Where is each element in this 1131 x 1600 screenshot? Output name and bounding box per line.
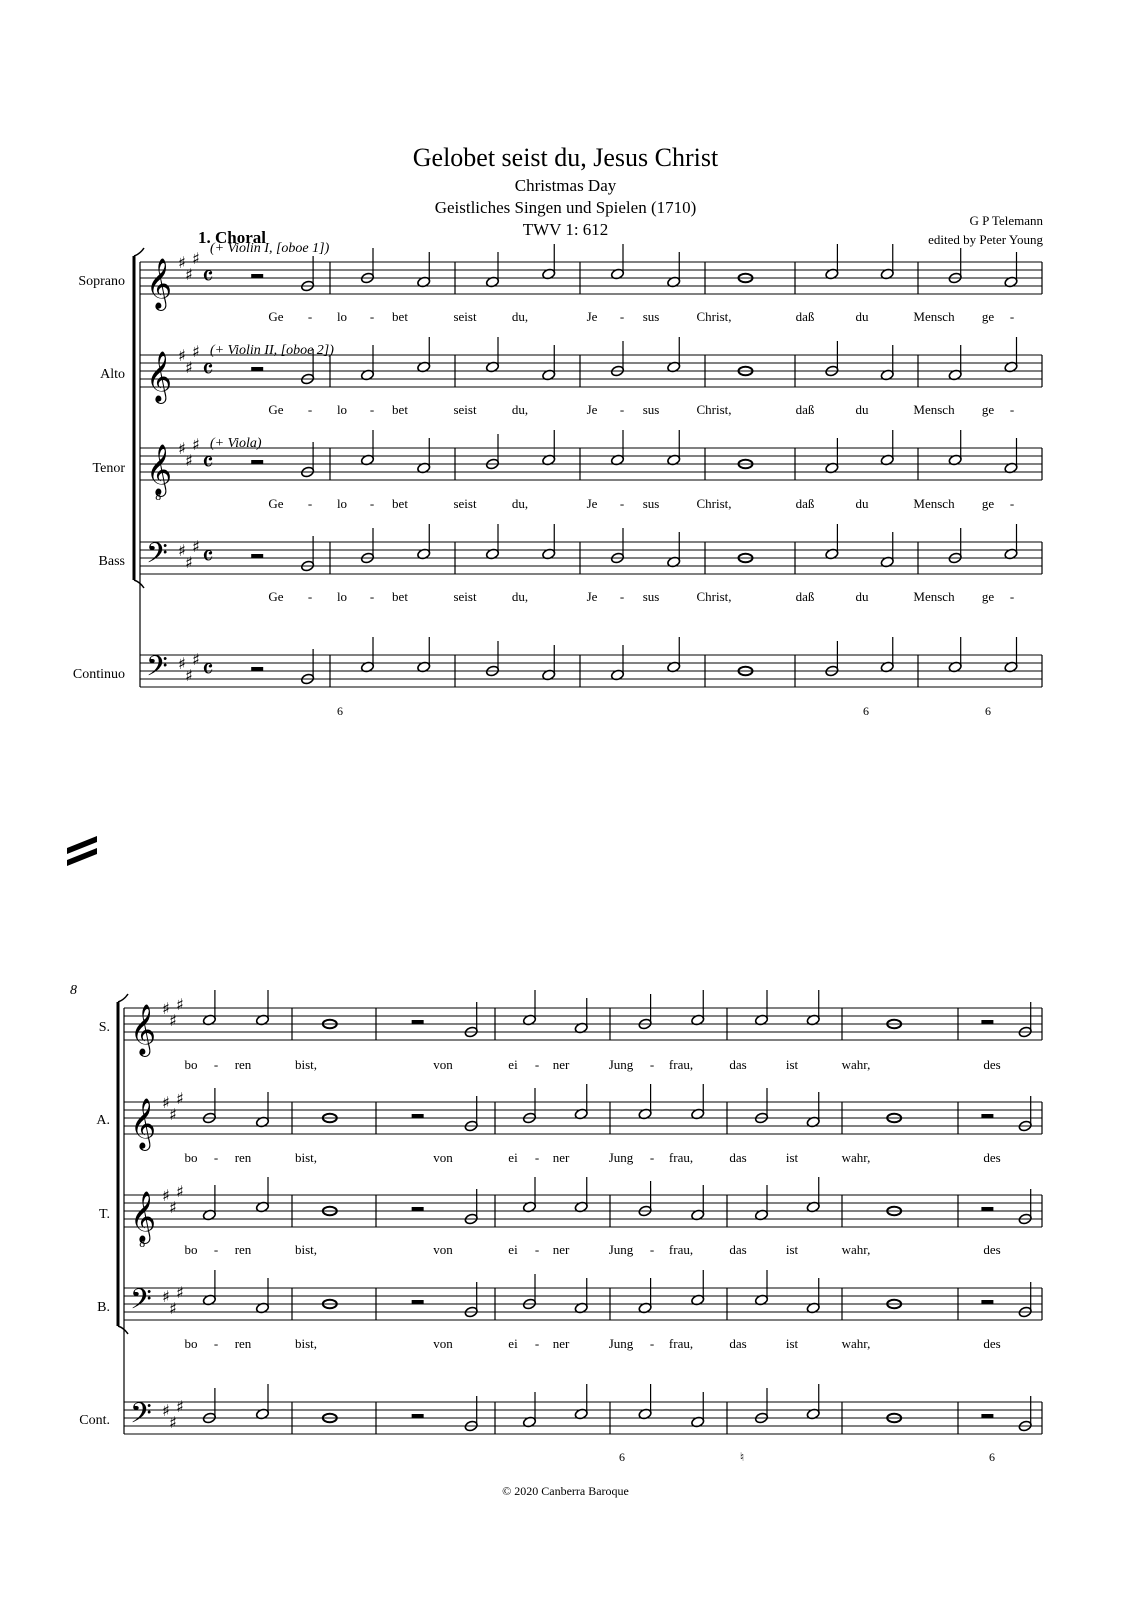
lyric-syllable: - xyxy=(619,496,625,511)
lyric-syllable: bo xyxy=(184,1150,198,1165)
lyric-syllable: bet xyxy=(392,589,408,604)
common-time-icon: 𝄴 xyxy=(202,262,214,292)
lyric-syllable: Je xyxy=(586,589,598,604)
instrument-note-alto: (+ Violin II, [oboe 2]) xyxy=(210,343,334,358)
measure-number: 8 xyxy=(70,983,77,998)
voice-name: Alto xyxy=(100,367,125,382)
bracket-hook xyxy=(134,248,144,256)
half-rest xyxy=(981,1414,993,1418)
lyric-syllable: - xyxy=(1009,496,1015,511)
lyric-syllable: von xyxy=(433,1057,453,1072)
lyric-syllable: du xyxy=(855,496,869,511)
figure: 6 xyxy=(989,1450,995,1464)
lyric-syllable: des xyxy=(983,1242,1001,1257)
lyric-syllable: von xyxy=(433,1150,453,1165)
lyric-syllable: ner xyxy=(552,1057,570,1072)
lyric-syllable: bet xyxy=(392,402,408,417)
sharp-icon: ♯ xyxy=(162,999,170,1018)
bass-clef-icon: 𝄢 xyxy=(146,537,168,577)
voice-name: Tenor xyxy=(92,461,125,476)
lyric-syllable: - xyxy=(213,1336,219,1351)
lyric-syllable: ei xyxy=(508,1057,518,1072)
treble-clef-icon: 𝄞 xyxy=(130,1098,157,1149)
half-rest xyxy=(251,274,263,278)
half-rest xyxy=(981,1207,993,1211)
lyric-syllable: - xyxy=(307,402,313,417)
lyric-syllable: das xyxy=(729,1336,747,1351)
lyric-syllable: bet xyxy=(392,309,408,324)
lyric-syllable: das xyxy=(729,1150,747,1165)
lyric-syllable: lo xyxy=(336,402,348,417)
composer-name: G P Telemann xyxy=(969,213,1043,228)
lyric-syllable: seist xyxy=(453,309,477,324)
lyric-syllable: sus xyxy=(642,309,660,324)
lyric-syllable: daß xyxy=(795,589,815,604)
lyric-syllable: seist xyxy=(453,589,477,604)
voice-name: A. xyxy=(96,1113,110,1128)
lyric-syllable: ner xyxy=(552,1336,570,1351)
half-rest xyxy=(412,1020,424,1024)
lyric-syllable: das xyxy=(729,1057,747,1072)
sharp-icon: ♯ xyxy=(178,253,186,272)
lyric-syllable: Jung xyxy=(608,1242,634,1257)
sharp-icon: ♯ xyxy=(169,1299,177,1318)
lyric-syllable: wahr, xyxy=(841,1242,871,1257)
sharp-icon: ♯ xyxy=(162,1093,170,1112)
lyric-syllable: Mensch xyxy=(913,402,955,417)
lyric-syllable: - xyxy=(1009,589,1015,604)
movement-heading: 1. Choral xyxy=(198,228,266,247)
lyric-syllable: Ge xyxy=(268,309,284,324)
lyric-syllable: Mensch xyxy=(913,589,955,604)
half-rest xyxy=(412,1300,424,1304)
lyric-syllable: - xyxy=(619,589,625,604)
lyric-syllable: sus xyxy=(642,402,660,417)
lyric-syllable: ren xyxy=(234,1242,252,1257)
editor-credit: edited by Peter Young xyxy=(928,232,1043,247)
voice-name: Bass xyxy=(98,554,125,569)
copyright-notice: © 2020 Canberra Baroque xyxy=(502,1484,629,1498)
lyric-syllable: frau, xyxy=(668,1057,694,1072)
lyric-syllable: ner xyxy=(552,1242,570,1257)
lyric-syllable: bist, xyxy=(294,1150,318,1165)
lyric-syllable: - xyxy=(649,1242,655,1257)
bracket-hook xyxy=(118,1326,128,1334)
lyric-syllable: Je xyxy=(586,309,598,324)
lyric-syllable: ren xyxy=(234,1150,252,1165)
lyric-syllable: das xyxy=(729,1242,747,1257)
lyric-syllable: Christ, xyxy=(696,589,732,604)
lyric-syllable: - xyxy=(307,496,313,511)
catalogue-number: TWV 1: 612 xyxy=(522,220,609,239)
instrument-note-tenor: (+ Viola) xyxy=(210,436,262,451)
figure: ♮ xyxy=(739,1450,745,1464)
lyric-syllable: ner xyxy=(552,1150,570,1165)
lyric-syllable: - xyxy=(307,589,313,604)
voice-name: T. xyxy=(98,1207,110,1222)
sharp-icon: ♯ xyxy=(192,650,200,669)
lyric-syllable: ist xyxy=(785,1057,799,1072)
occasion-subtitle: Christmas Day xyxy=(514,176,617,195)
lyric-syllable: wahr, xyxy=(841,1336,871,1351)
bass-clef-icon: 𝄢 xyxy=(130,1283,152,1323)
lyric-syllable: ist xyxy=(785,1242,799,1257)
lyric-syllable: du, xyxy=(511,589,529,604)
lyric-syllable: ge xyxy=(981,589,995,604)
octave-marker: 8 xyxy=(139,1239,146,1250)
lyric-syllable: ge xyxy=(981,402,995,417)
sharp-icon: ♯ xyxy=(178,346,186,365)
common-time-icon: 𝄴 xyxy=(202,355,214,385)
lyric-syllable: bist, xyxy=(294,1336,318,1351)
sharp-icon: ♯ xyxy=(185,358,193,377)
half-rest xyxy=(251,367,263,371)
sharp-icon: ♯ xyxy=(192,537,200,556)
lyric-syllable: - xyxy=(649,1150,655,1165)
half-rest xyxy=(251,554,263,558)
lyric-syllable: du, xyxy=(511,402,529,417)
lyric-syllable: du, xyxy=(511,309,529,324)
lyric-syllable: frau, xyxy=(668,1150,694,1165)
half-rest xyxy=(981,1114,993,1118)
lyric-syllable: - xyxy=(534,1150,540,1165)
lyric-syllable: Christ, xyxy=(696,496,732,511)
lyric-syllable: ist xyxy=(785,1150,799,1165)
lyric-syllable: - xyxy=(369,496,375,511)
lyric-syllable: wahr, xyxy=(841,1150,871,1165)
lyric-syllable: des xyxy=(983,1336,1001,1351)
sharp-icon: ♯ xyxy=(162,1186,170,1205)
half-rest xyxy=(981,1300,993,1304)
lyric-syllable: - xyxy=(534,1057,540,1072)
lyric-syllable: - xyxy=(1009,402,1015,417)
lyric-syllable: - xyxy=(649,1057,655,1072)
voice-name: S. xyxy=(98,1020,110,1035)
lyric-syllable: lo xyxy=(336,309,348,324)
lyric-syllable: Je xyxy=(586,496,598,511)
lyric-syllable: Mensch xyxy=(913,496,955,511)
lyric-syllable: ren xyxy=(234,1057,252,1072)
lyric-syllable: ist xyxy=(785,1336,799,1351)
lyric-syllable: bist, xyxy=(294,1242,318,1257)
lyric-syllable: des xyxy=(983,1150,1001,1165)
lyric-syllable: von xyxy=(433,1336,453,1351)
lyric-syllable: ge xyxy=(981,309,995,324)
sharp-icon: ♯ xyxy=(169,1198,177,1217)
lyric-syllable: seist xyxy=(453,496,477,511)
sharp-icon: ♯ xyxy=(169,1011,177,1030)
lyric-syllable: du xyxy=(855,402,869,417)
lyric-syllable: bo xyxy=(184,1242,198,1257)
lyric-syllable: bet xyxy=(392,496,408,511)
half-rest xyxy=(251,667,263,671)
sharp-icon: ♯ xyxy=(176,1182,184,1201)
sharp-icon: ♯ xyxy=(169,1105,177,1124)
lyric-syllable: - xyxy=(369,402,375,417)
sharp-icon: ♯ xyxy=(162,1401,170,1420)
lyric-syllable: sus xyxy=(642,496,660,511)
lyric-syllable: ei xyxy=(508,1242,518,1257)
lyric-syllable: des xyxy=(983,1057,1001,1072)
voice-name: Cont. xyxy=(79,1413,110,1428)
collection-subtitle: Geistliches Singen und Spielen (1710) xyxy=(434,198,697,217)
sharp-icon: ♯ xyxy=(162,1287,170,1306)
lyric-syllable: seist xyxy=(453,402,477,417)
lyric-syllable: Jung xyxy=(608,1150,634,1165)
lyric-syllable: Ge xyxy=(268,589,284,604)
lyric-syllable: wahr, xyxy=(841,1057,871,1072)
lyric-syllable: Jung xyxy=(608,1057,634,1072)
sharp-icon: ♯ xyxy=(176,995,184,1014)
lyric-syllable: lo xyxy=(336,589,348,604)
bracket-hook xyxy=(118,994,128,1002)
lyric-syllable: du xyxy=(855,589,869,604)
lyric-syllable: daß xyxy=(795,309,815,324)
figure: 6 xyxy=(985,704,991,718)
instrument-note-soprano: (+ Violin I, [oboe 1]) xyxy=(210,241,330,256)
sharp-icon: ♯ xyxy=(185,265,193,284)
lyric-syllable: - xyxy=(369,309,375,324)
common-time-icon: 𝄴 xyxy=(202,542,214,572)
bracket-hook xyxy=(134,580,144,588)
voice-name: Continuo xyxy=(72,667,125,682)
lyric-syllable: du xyxy=(855,309,869,324)
lyric-syllable: ei xyxy=(508,1336,518,1351)
lyric-syllable: - xyxy=(307,309,313,324)
sharp-icon: ♯ xyxy=(178,541,186,560)
common-time-icon: 𝄴 xyxy=(202,655,214,685)
bass-clef-icon: 𝄢 xyxy=(146,650,168,690)
bass-clef-icon: 𝄢 xyxy=(130,1397,152,1437)
lyric-syllable: - xyxy=(534,1242,540,1257)
lyric-syllable: sus xyxy=(642,589,660,604)
lyric-syllable: bo xyxy=(184,1336,198,1351)
lyric-syllable: Christ, xyxy=(696,402,732,417)
lyric-syllable: von xyxy=(433,1242,453,1257)
lyric-syllable: Je xyxy=(586,402,598,417)
lyric-syllable: - xyxy=(619,309,625,324)
lyric-syllable: - xyxy=(1009,309,1015,324)
lyric-syllable: daß xyxy=(795,496,815,511)
sharp-icon: ♯ xyxy=(192,435,200,454)
lyric-syllable: ge xyxy=(981,496,995,511)
lyric-syllable: - xyxy=(649,1336,655,1351)
sharp-icon: ♯ xyxy=(185,553,193,572)
half-rest xyxy=(981,1020,993,1024)
treble-clef-icon: 𝄞 xyxy=(130,1191,157,1242)
half-rest xyxy=(412,1414,424,1418)
lyric-syllable: frau, xyxy=(668,1336,694,1351)
lyric-syllable: bist, xyxy=(294,1057,318,1072)
lyric-syllable: - xyxy=(213,1150,219,1165)
sharp-icon: ♯ xyxy=(185,451,193,470)
lyric-syllable: - xyxy=(619,402,625,417)
sharp-icon: ♯ xyxy=(192,342,200,361)
lyric-syllable: Mensch xyxy=(913,309,955,324)
lyric-syllable: Christ, xyxy=(696,309,732,324)
sharp-icon: ♯ xyxy=(192,249,200,268)
treble-clef-icon: 𝄞 xyxy=(146,351,173,402)
sharp-icon: ♯ xyxy=(178,654,186,673)
lyric-syllable: - xyxy=(534,1336,540,1351)
lyric-syllable: Ge xyxy=(268,402,284,417)
figure: 6 xyxy=(863,704,869,718)
half-rest xyxy=(412,1207,424,1211)
sharp-icon: ♯ xyxy=(176,1089,184,1108)
lyric-syllable: Ge xyxy=(268,496,284,511)
figure: 6 xyxy=(337,704,343,718)
lyric-syllable: - xyxy=(213,1242,219,1257)
score-title: Gelobet seist du, Jesus Christ xyxy=(412,143,719,172)
lyric-syllable: frau, xyxy=(668,1242,694,1257)
sharp-icon: ♯ xyxy=(185,666,193,685)
octave-marker: 8 xyxy=(155,492,162,503)
treble-clef-icon: 𝄞 xyxy=(130,1004,157,1055)
lyric-syllable: Jung xyxy=(608,1336,634,1351)
half-rest xyxy=(251,460,263,464)
half-rest xyxy=(412,1114,424,1118)
lyric-syllable: lo xyxy=(336,496,348,511)
sharp-icon: ♯ xyxy=(176,1397,184,1416)
sharp-icon: ♯ xyxy=(178,439,186,458)
figure: 6 xyxy=(619,1450,625,1464)
lyric-syllable: ei xyxy=(508,1150,518,1165)
common-time-icon: 𝄴 xyxy=(202,448,214,478)
lyric-syllable: ren xyxy=(234,1336,252,1351)
voice-name: B. xyxy=(97,1300,110,1315)
lyric-syllable: daß xyxy=(795,402,815,417)
lyric-syllable: du, xyxy=(511,496,529,511)
treble-clef-icon: 𝄞 xyxy=(146,258,173,309)
sharp-icon: ♯ xyxy=(176,1283,184,1302)
sharp-icon: ♯ xyxy=(169,1413,177,1432)
lyric-syllable: bo xyxy=(184,1057,198,1072)
voice-name: Soprano xyxy=(78,274,125,289)
lyric-syllable: - xyxy=(213,1057,219,1072)
lyric-syllable: - xyxy=(369,589,375,604)
treble-clef-icon: 𝄞 xyxy=(146,444,173,495)
